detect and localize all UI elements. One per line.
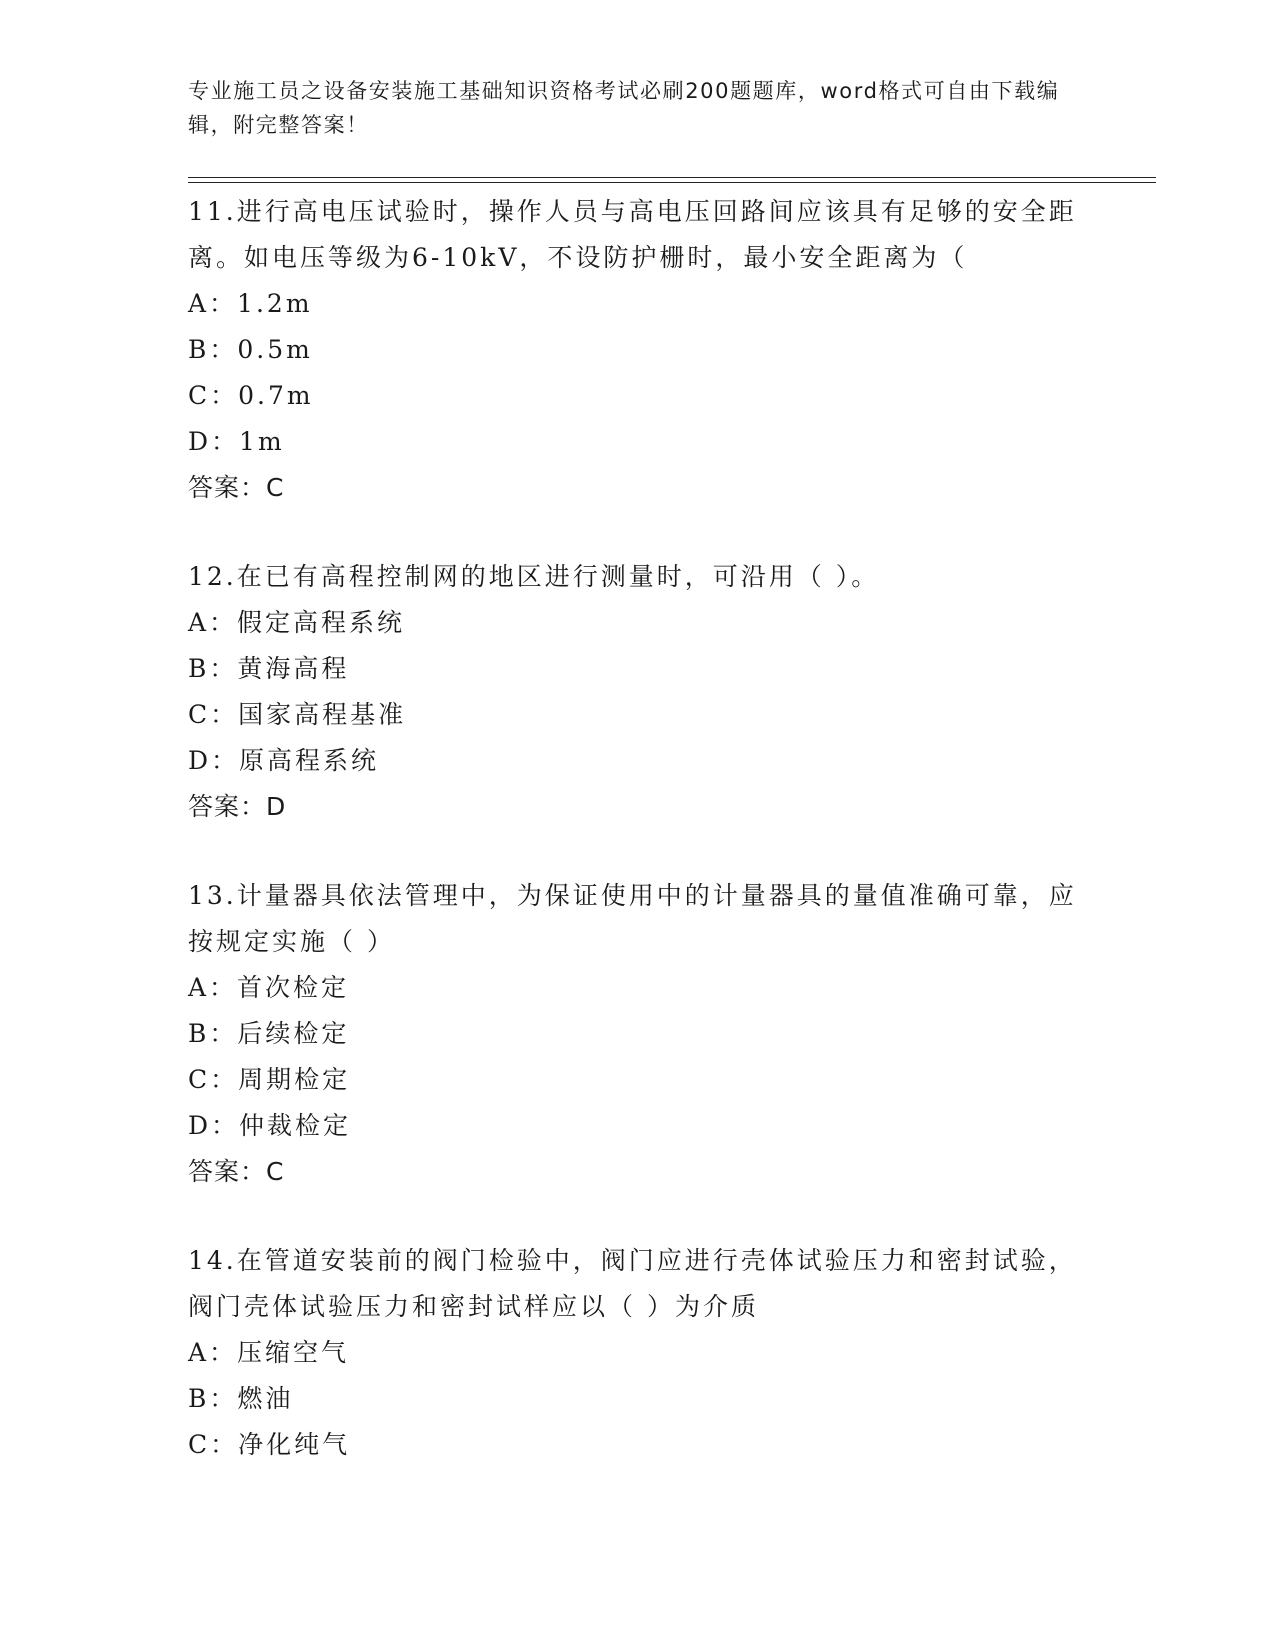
question-text: 13.计量器具依法管理中，为保证使用中的计量器具的量值准确可靠，应按规定实施（ ） [188,881,1077,956]
question-12 [188,554,1088,830]
header-divider-top [188,177,1156,178]
option-d: D：1m [188,427,285,456]
option-d: D：原高程系统 [188,746,380,775]
option-a: A：1.2m [188,289,313,318]
question-text: 12.在已有高程控制网的地区进行测量时，可沿用（ ）。 [188,562,880,591]
answer-line: 答案：C [188,1157,285,1186]
option-b: B：0.5m [188,335,313,364]
option-c: C：国家高程基准 [188,700,407,729]
option-a: A：假定高程系统 [188,608,406,637]
option-a: A：压缩空气 [188,1338,350,1367]
document-header: 专业施工员之设备安装施工基础知识资格考试必刷200题题库，word格式可自由下载编辑，附完整答案！ [188,79,1060,137]
option-c: C：0.7m [188,381,314,410]
option-a: A：首次检定 [188,973,350,1002]
option-d: D：仲裁检定 [188,1111,352,1140]
question-11 [188,189,1088,511]
question-text: 14.在管道安装前的阀门检验中，阀门应进行壳体试验压力和密封试验，阀门壳体试验压力和密封试样应以（ ）为介质 [188,1246,1077,1321]
option-c: C：周期检定 [188,1065,351,1094]
option-b: B：黄海高程 [188,654,350,683]
option-b: B：后续检定 [188,1019,350,1048]
question-13 [188,873,1088,1195]
answer-line: 答案：C [188,473,285,502]
question-14 [188,1238,1088,1468]
header-divider-bottom [188,182,1156,183]
answer-line: 答案：D [188,792,287,821]
question-text: 11.进行高电压试验时，操作人员与高电压回路间应该具有足够的安全距离。如电压等级为6-10kV，不设防护栅时，最小安全距离为（ [188,197,1077,272]
option-b: B：燃油 [188,1384,294,1413]
option-c: C：净化纯气 [188,1430,351,1459]
